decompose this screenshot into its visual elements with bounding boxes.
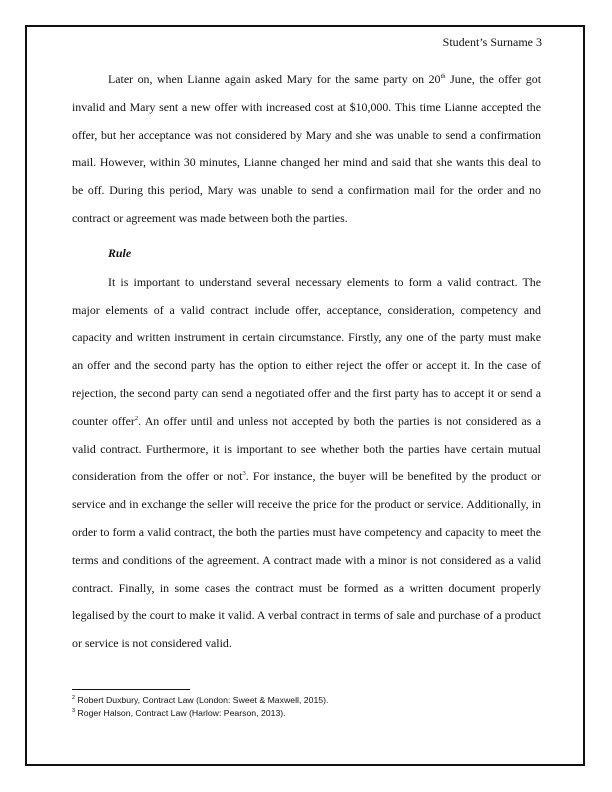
- paragraph-facts-text-2: June, the offer got invalid and Mary sent a new offer with increased cost at $10,000. This time Lianne accepted the offer, but her acceptance was not considered by Mary and she was unable to send a confirmation mail. However, within 30 minutes, Lianne changed her mind and said that she wants this deal to be off. During this period, Mary was unable to send a confirmation mail for the order and no contract or agreement was made between both the parties.: [72, 72, 541, 225]
- section-heading-rule: Rule: [108, 245, 132, 260]
- footnote-number: 2: [72, 695, 76, 702]
- paragraph-facts: [72, 66, 541, 233]
- footnote-item: [72, 694, 328, 707]
- page-header: Student’s Surname 3: [442, 35, 542, 49]
- paragraph-rule: [72, 269, 541, 658]
- footnotes: [72, 694, 328, 720]
- footnote-text: Robert Duxbury, Contract Law (London: Sweet & Maxwell, 2015).: [75, 695, 329, 705]
- footnote-separator: [72, 689, 190, 690]
- paragraph-rule-text-2: . An offer until and unless not accepted by both the parties is not considered as a valid contract. Furthermore, it is important to see whether both the parties have certain mutual consideration from the offer or not: [72, 413, 542, 484]
- ordinal-superscript: th: [440, 73, 446, 81]
- footnote-item: [72, 707, 328, 720]
- document-body: [72, 66, 541, 658]
- paragraph-rule-text-3: . For instance, the buyer will be benefited by the product or service and in exchange the seller will receive the price for the product or service. Additionally, in order to form a valid contract, the both the parties must have competency and capacity to meet the terms and conditions of the agreement. A contract made with a minor is not considered as a valid contract. Finally, in some cases the contract must be formed as a written document properly legalised by the court to make it valid. A verbal contract in terms of sale and purchase of a product or service is not considered valid.: [72, 469, 541, 651]
- footnote-ref-3[interactable]: 3: [242, 470, 246, 478]
- paragraph-rule-text-1: It is important to understand several necessary elements to form a valid contract. The major elements of a valid contract include offer, acceptance, consideration, competency and capacity and written instrument in certain circumstance. Firstly, any one of the party must make an offer and the second party has the option to either reject the offer or accept it. In the case of rejection, the second party can send a negotiated offer and the first party has to accept it or send a counter offer: [72, 274, 541, 428]
- footnote-ref-2[interactable]: 2: [134, 414, 139, 422]
- paragraph-facts-text-1: Later on, when Lianne again asked Mary for the same party on 20: [108, 72, 441, 86]
- footnote-text: Roger Halson, Contract Law (Harlow: Pearson, 2013).: [75, 708, 286, 718]
- footnote-number: 3: [72, 708, 76, 715]
